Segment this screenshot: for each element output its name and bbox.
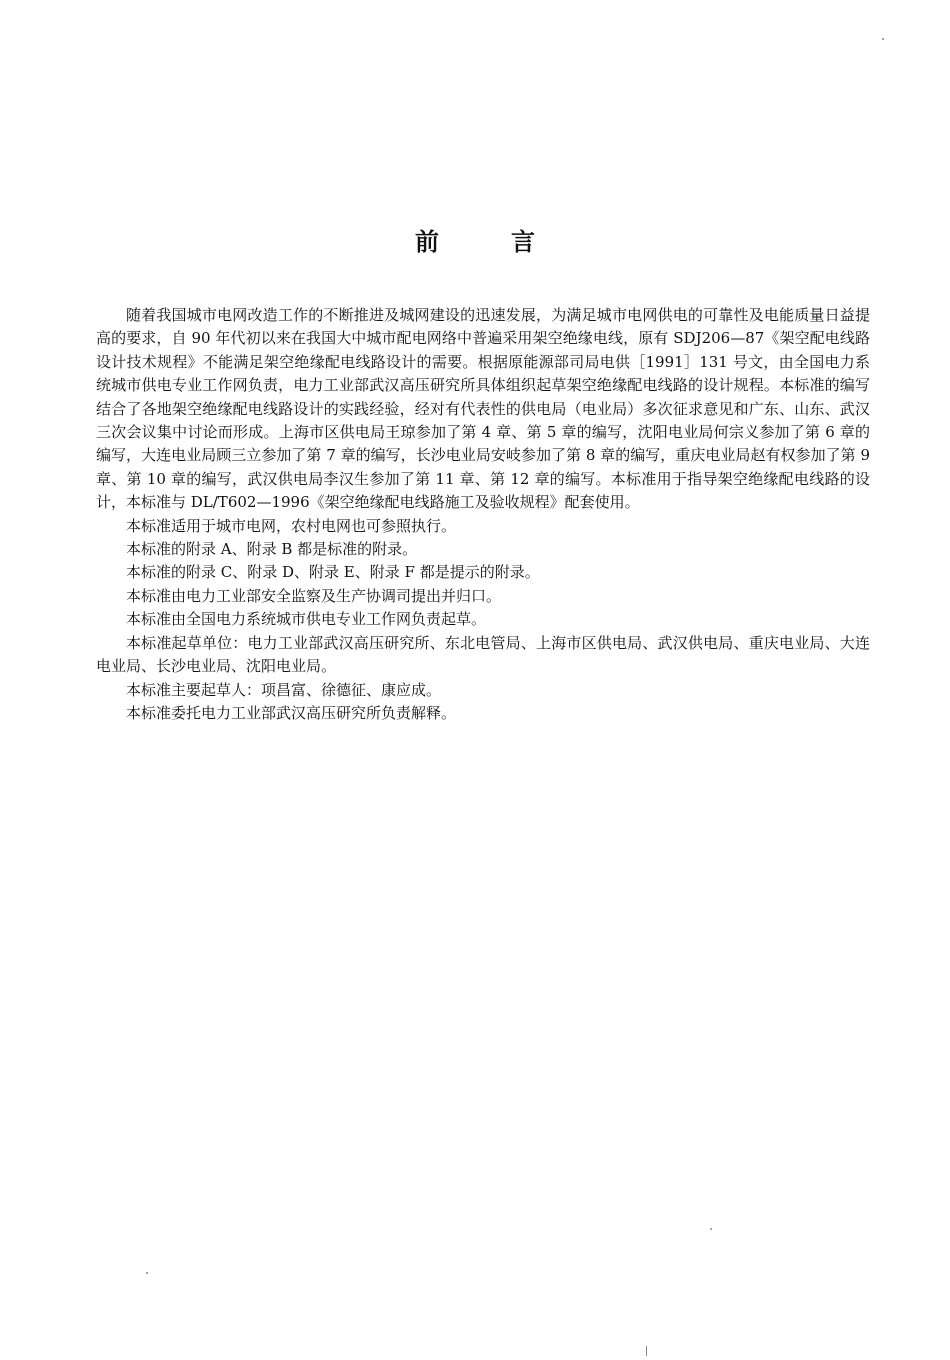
title-char-2: 言 [511, 227, 535, 256]
scan-speck [710, 1228, 712, 1230]
paragraph-main-drafters: 本标准主要起草人：项昌富、徐德征、康应成。 [126, 680, 442, 699]
paragraph-informative-appendices: 本标准的附录 C、附录 D、附录 E、附录 F 都是提示的附录。 [126, 563, 540, 582]
paragraph-interpretation: 本标准委托电力工业部武汉高压研究所负责解释。 [126, 703, 457, 722]
scan-speck [146, 1272, 148, 1274]
scan-speck [882, 38, 884, 40]
paragraph-drafted-by: 本标准由全国电力系统城市供电专业工作网负责起草。 [126, 610, 487, 629]
paragraph-background: 随着我国城市电网改造工作的不断推进及城网建设的迅速发展，为满足城市电网供电的可靠性及电能质量日益提高的要求，自 90 年代初以来在我国大中城市配电网络中普遍采用架空绝缘电线，原有 SDJ206—87《架空配电线路设计技术规程》不能满足架空绝缘配电线路设计的需要。根据原能源部司局电供［1991］131 号文，由全国电力系统城市供电专业工作网负责，电力工业部武汉高压研究所具体组织起草架空绝缘配电线路的设计规程。本标准的编写结合了各地架空绝缘配电线路设计的实践经验，经对有代表性的供电局（电业局）多次征求意见和广东、山东、武汉三次会议集中讨论而形成。上海市区供电局王琼参加了第 4 章、第 5 章的编写，沈阳电业局何宗义参加了第 6 章的编写，大连电业局顾三立参加了第 7 章的编写，长沙电业局安岐参加了第 8 章的编写，重庆电业局赵有权参加了第 9 章、第 10 章的编写，武汉供电局李汉生参加了第 11 章、第 12 章的编写。本标准用于指导架空绝缘配电线路的设计，本标准与 DL/T602—1996《架空绝缘配电线路施工及验收规程》配套使用。 [96, 306, 870, 512]
title-char-1: 前 [415, 227, 439, 256]
paragraph-normative-appendices: 本标准的附录 A、附录 B 都是标准的附录。 [126, 540, 418, 559]
paragraph-scope: 本标准适用于城市电网，农村电网也可参照执行。 [126, 516, 457, 535]
foreword-body [96, 304, 870, 725]
paragraph-proposed-by: 本标准由电力工业部安全监察及生产协调司提出并归口。 [126, 586, 502, 605]
scan-speck [646, 1346, 647, 1356]
page-title [0, 222, 950, 257]
paragraph-drafting-units: 本标准起草单位：电力工业部武汉高压研究所、东北电管局、上海市区供电局、武汉供电局、重庆电业局、大连电业局、长沙电业局、沈阳电业局。 [96, 633, 870, 676]
